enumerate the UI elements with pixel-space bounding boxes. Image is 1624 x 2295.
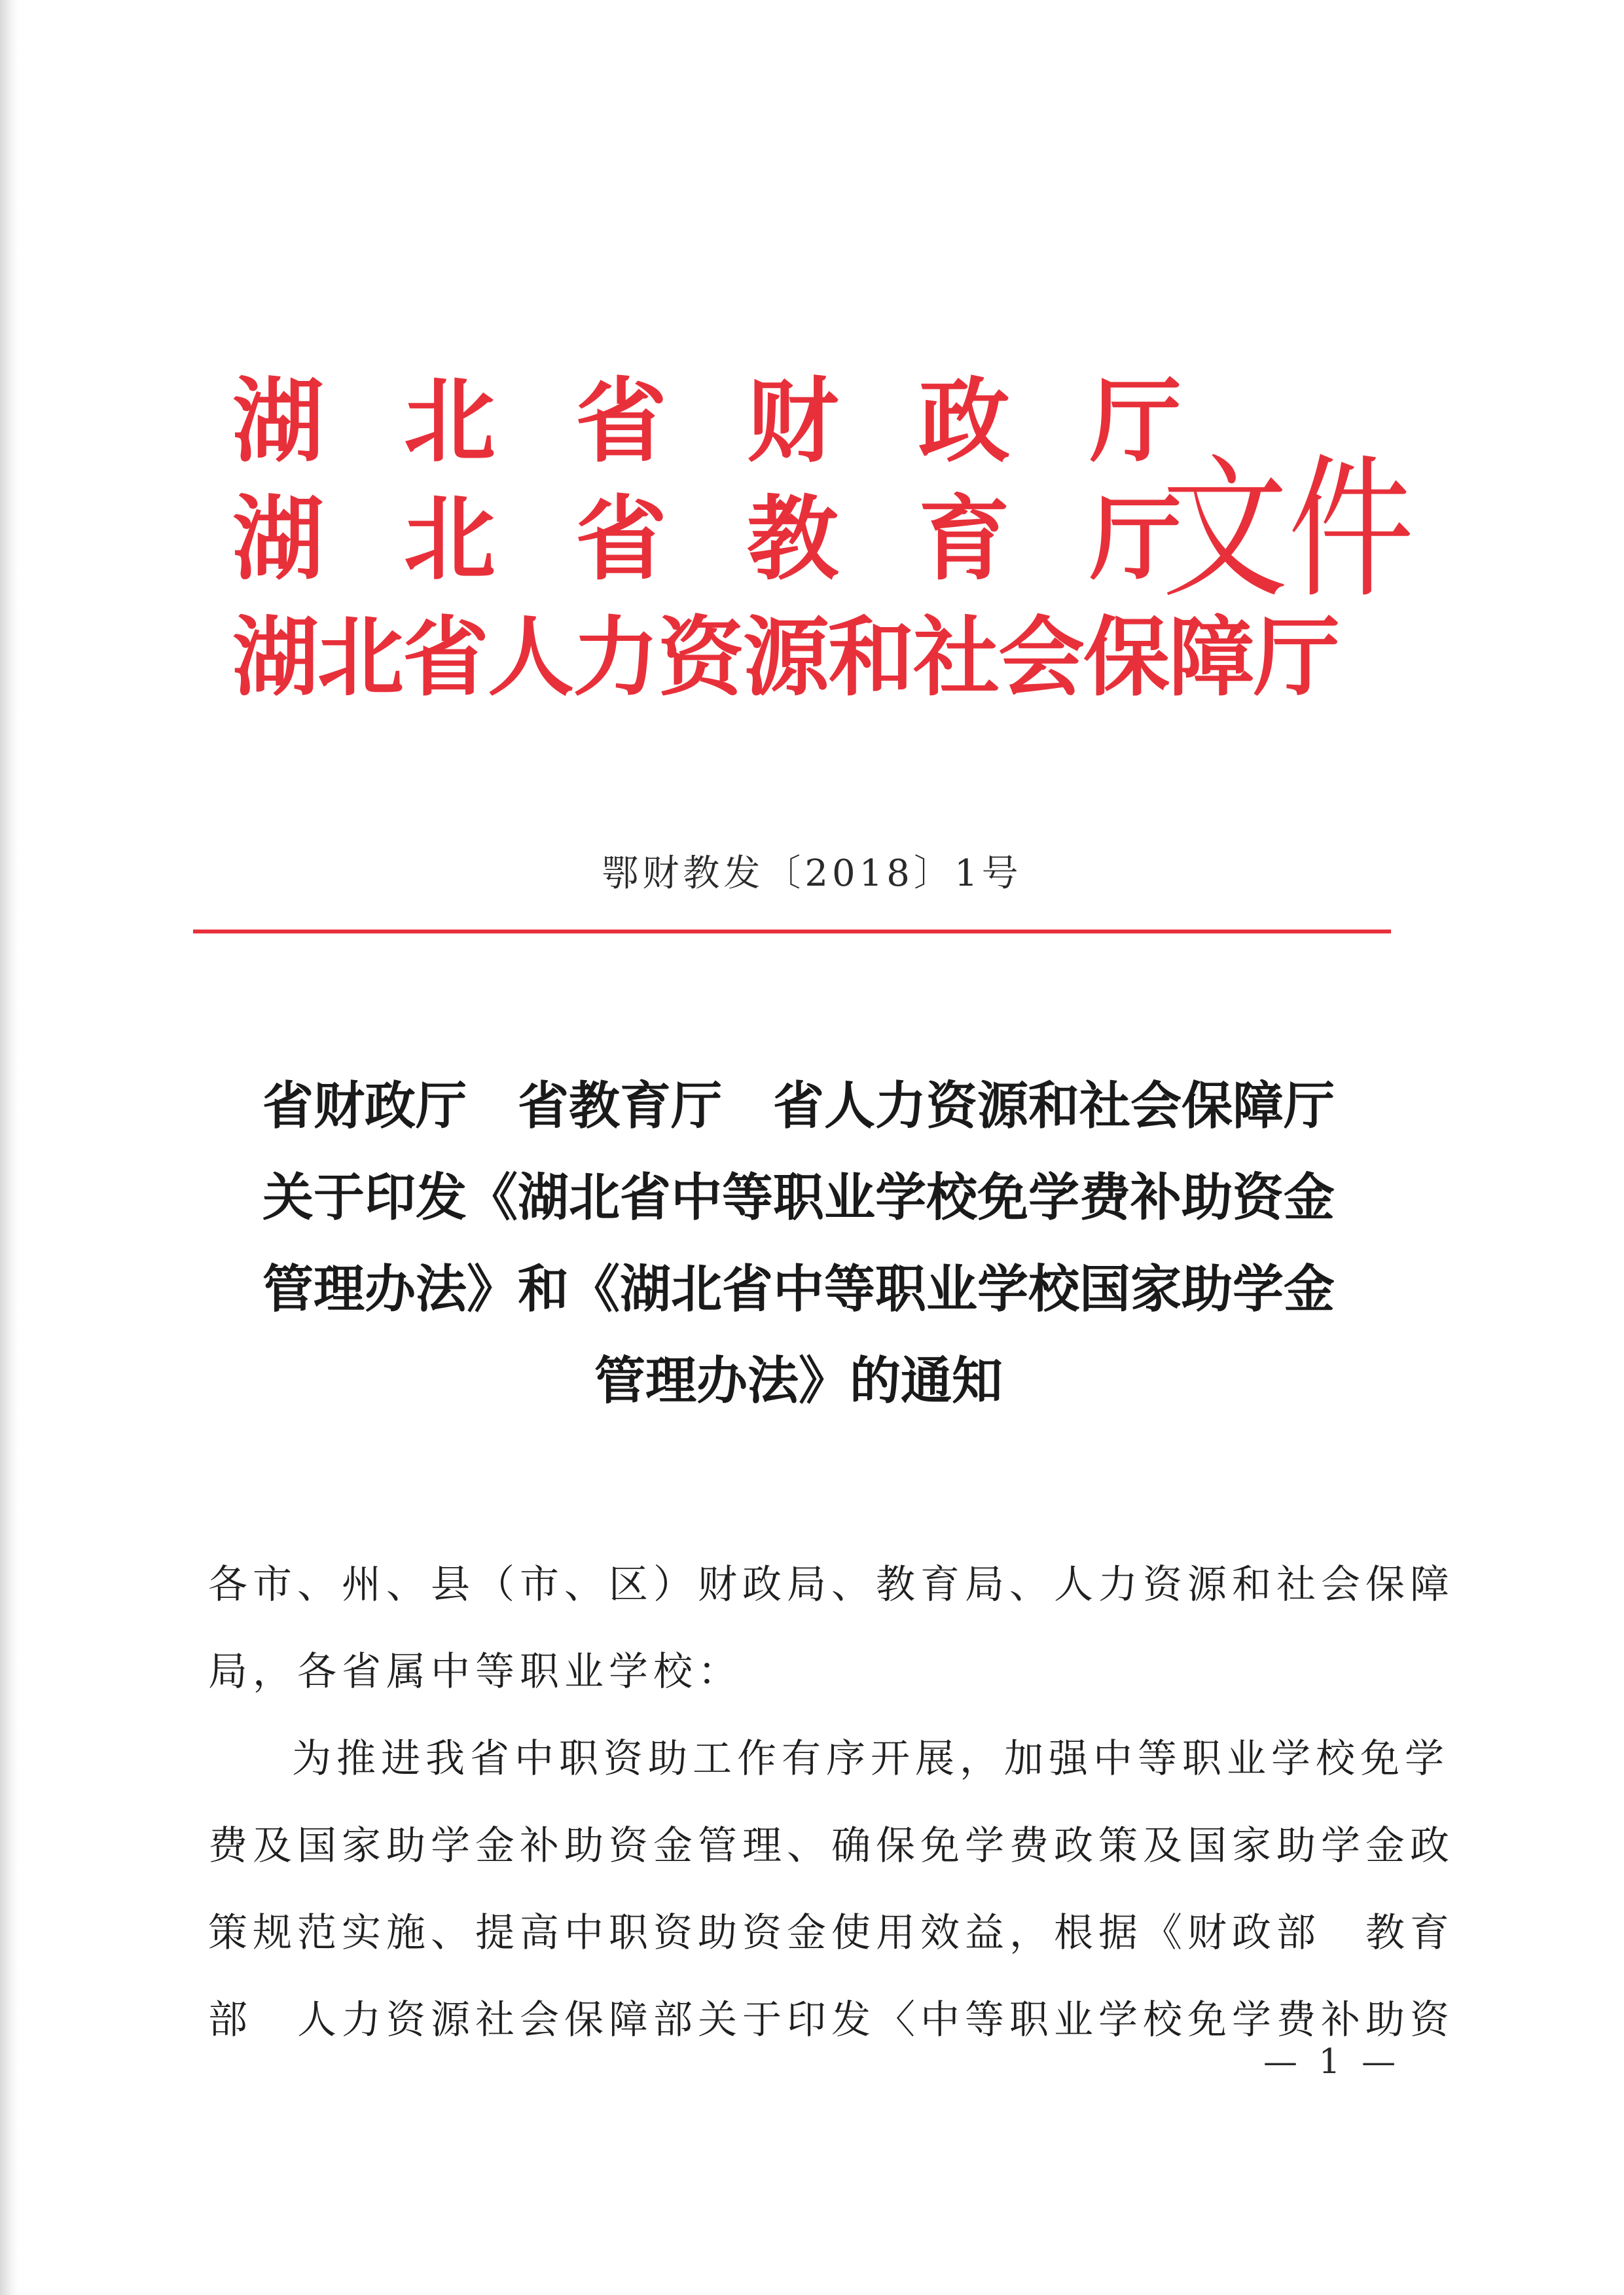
title-line: 关于印发《湖北省中等职业学校免学费补助资金: [262, 1168, 1335, 1227]
title-line: 管理办法》的通知: [594, 1352, 1003, 1411]
recipients-line: 各市、州、县（市、区）财政局、教育局、人力资源和社会保障: [208, 1562, 1454, 1608]
paragraph-line: 部 人力资源社会保障部关于印发〈中等职业学校免学费补助资: [208, 1997, 1454, 2043]
paragraph-line: 为推进我省中职资助工作有序开展，加强中等职业学校免学: [292, 1736, 1449, 1782]
notice-title: [196, 1060, 1401, 1427]
issuer-hr-social-security-department: 湖北省人力资源和社会保障厅: [232, 607, 1339, 708]
scan-edge-shadow: [0, 0, 18, 2295]
issuer-header: [232, 367, 1415, 733]
issuer-finance-department: 湖 北 省 财 政 厅: [232, 369, 1182, 475]
title-line: 省财政厅 省教育厅 省人力资源和社会保障厅: [262, 1077, 1335, 1136]
paragraph-line: 策规范实施、提高中职资助资金使用效益，根据《财政部 教育: [208, 1910, 1454, 1956]
title-line: 管理办法》和《湖北省中等职业学校国家助学金: [262, 1260, 1335, 1319]
issuer-education-department: 湖 北 省 教 育 厅: [232, 486, 1182, 593]
notice-body: [208, 1542, 1454, 2064]
recipients-line: 局，各省属中等职业学校：: [208, 1649, 742, 1695]
paragraph-line: 费及国家助学金补助资金管理、确保免学费政策及国家助学金政: [208, 1823, 1454, 1869]
document-label: 文件: [1162, 441, 1415, 619]
page-number: — 1 —: [1263, 2042, 1401, 2082]
red-divider-line: [193, 930, 1391, 933]
document-number: 鄂财教发〔2018〕1号: [602, 852, 1022, 895]
